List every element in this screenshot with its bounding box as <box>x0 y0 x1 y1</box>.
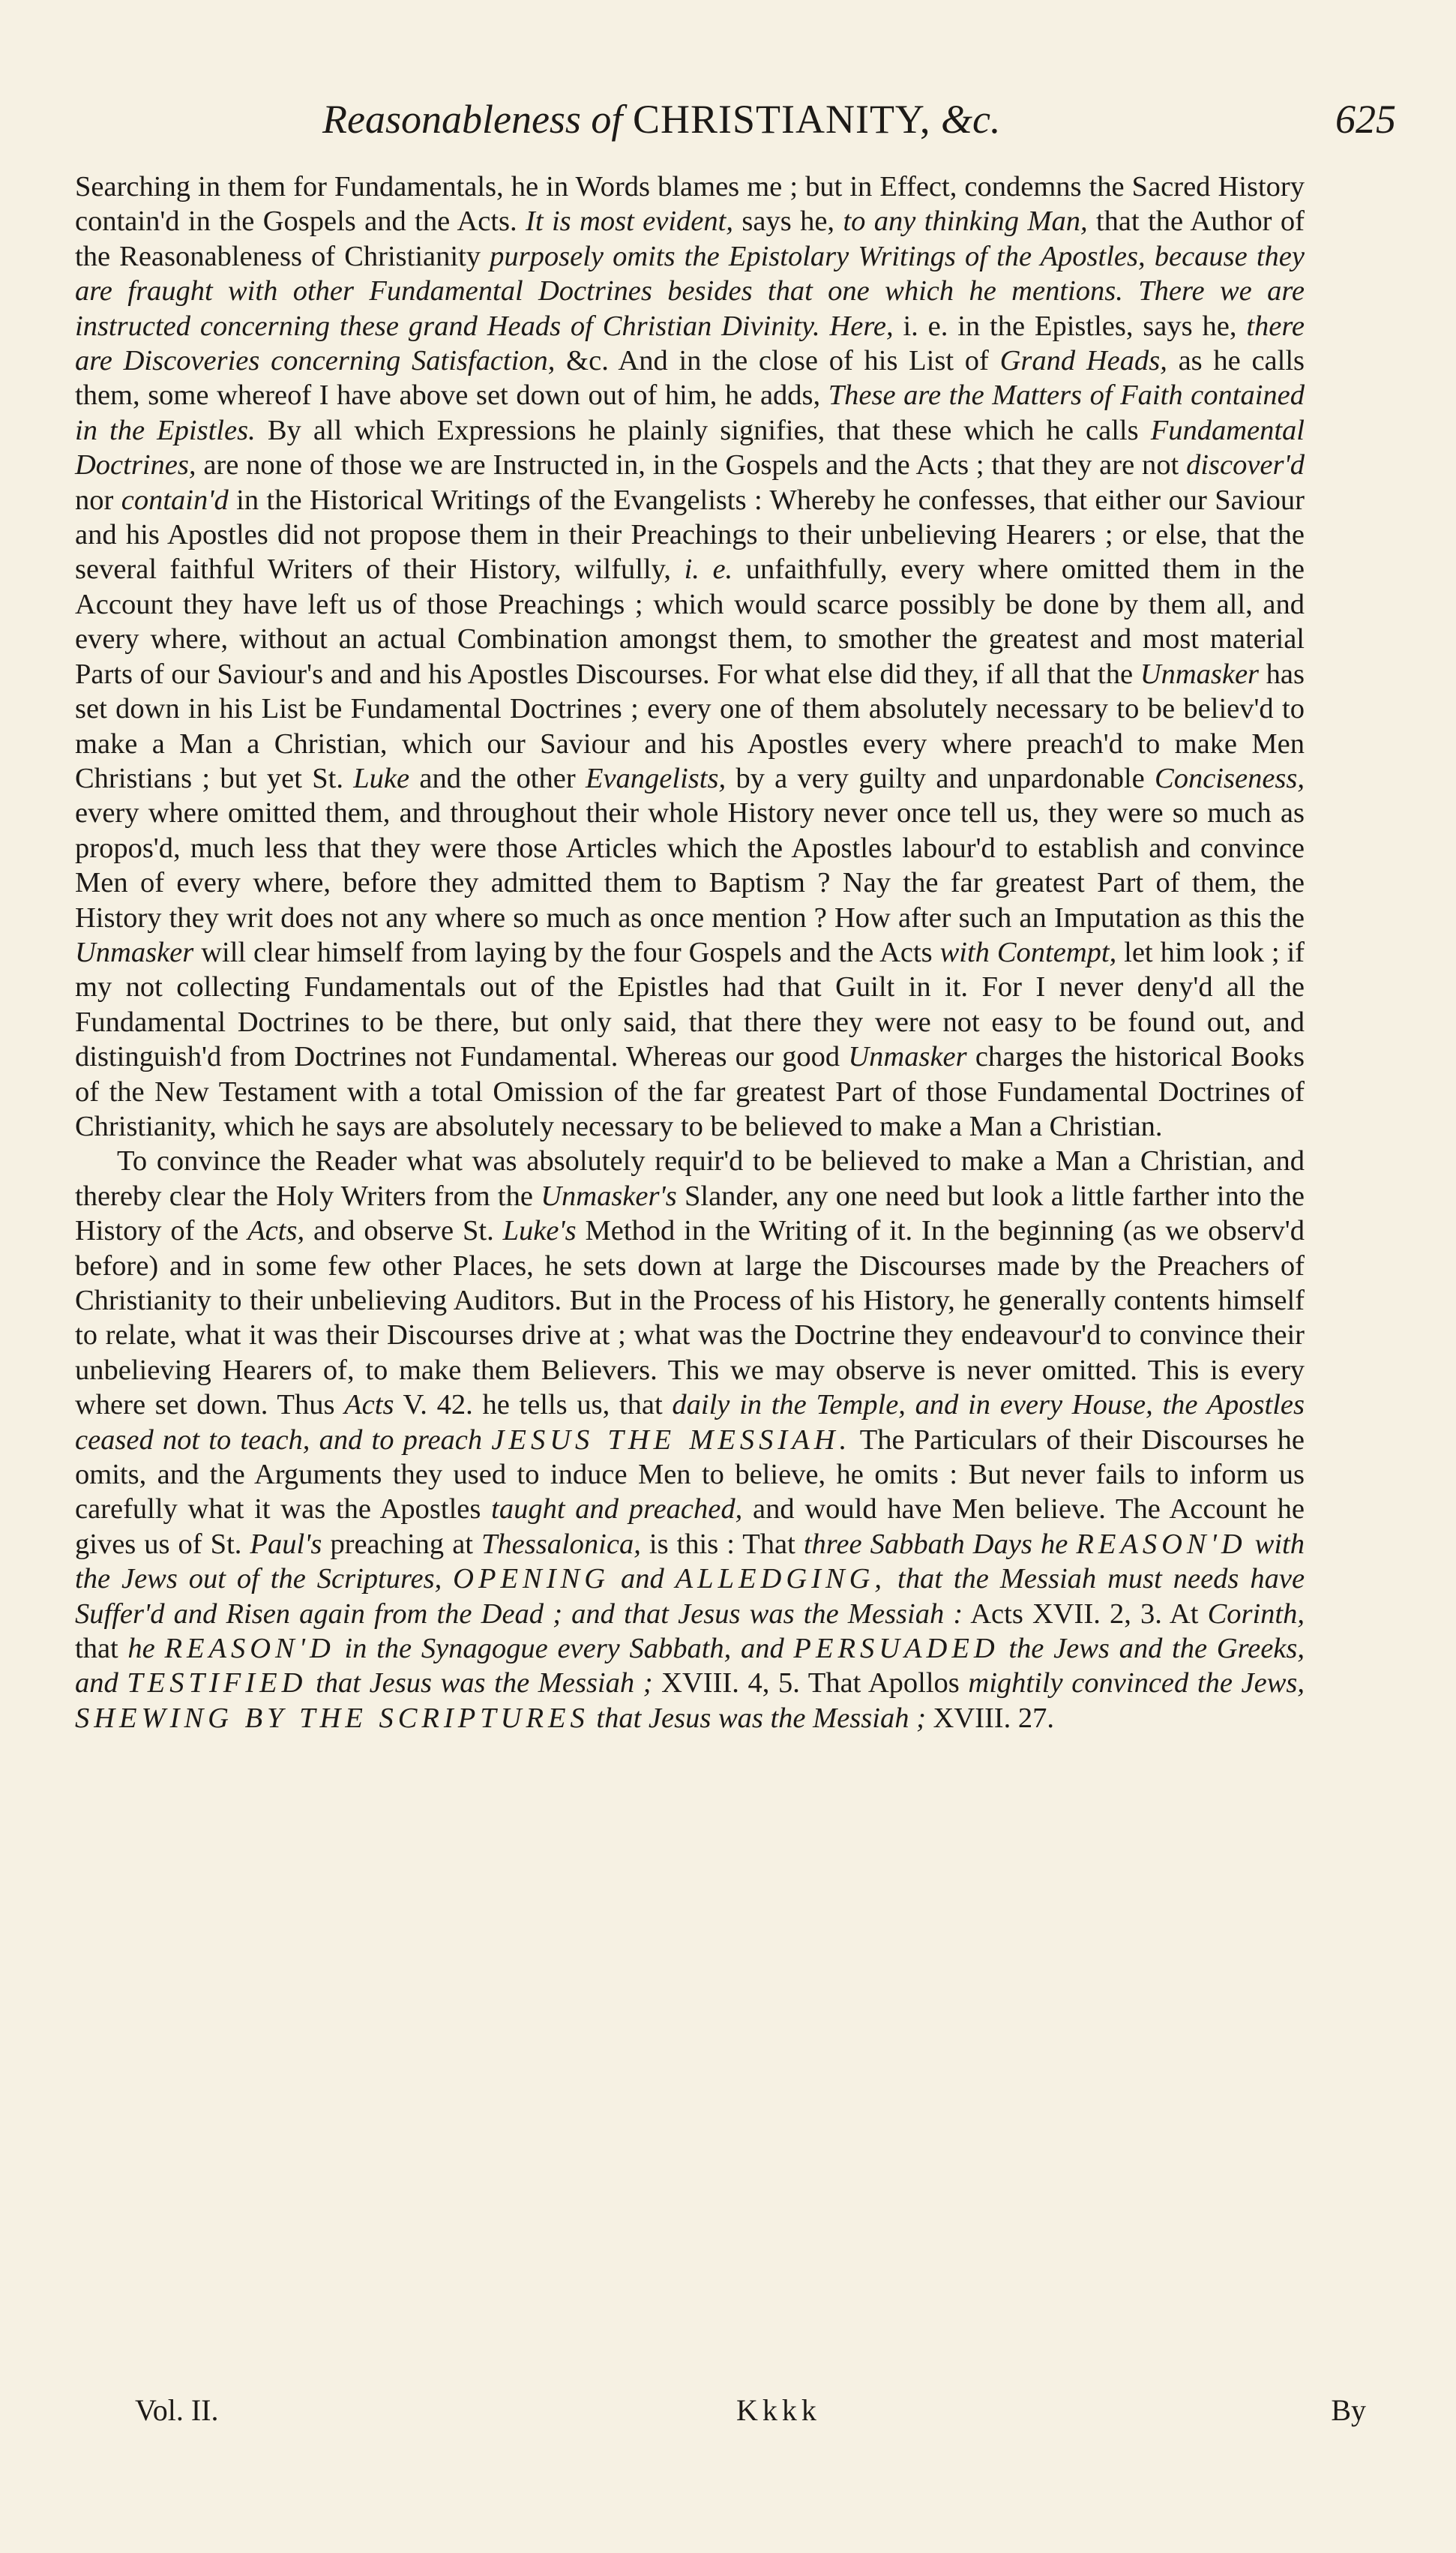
text-run: Acts <box>344 1389 394 1421</box>
page-number: 625 <box>1335 97 1396 142</box>
text-run: daily in the Temple, and in every House, the Apostles ceased not to teach, and to preach <box>75 1389 1305 1456</box>
text-run: Luke's <box>502 1215 577 1247</box>
text-run: with the Jews out of the Scriptures, <box>75 1528 1305 1595</box>
text-run: Method in the Writing of it. In the beginning (as we observ'd before) and in some few other Places, he sets down at large the Discourses made by the Preachers of Christianity to their unbelieving Auditors. But in the Process of his History, he generally contents himself to relate, what it was their Discourses drive at ; what was the Doctrine they endeavour'd to convince their unbelieving Hearers of, to make them Believers. This we may observe is never omitted. This is every where set down. Thus <box>75 1215 1305 1421</box>
text-run: taught and preached, <box>491 1493 743 1526</box>
text-run: Unmasker's <box>541 1180 677 1212</box>
running-title-italic: Reasonableness of <box>322 97 623 142</box>
text-run: V. 42. he tells us, that <box>394 1389 673 1421</box>
text-run: that the Messiah must needs have Suffer'd and Risen again from the Dead ; and that Jesus was the Messiah : <box>75 1563 1305 1630</box>
text-run: that Jesus was the Messiah ; <box>596 1702 926 1734</box>
text-run: and <box>620 1563 664 1595</box>
text-run: Slander, any one need but look a little farther into the History of the <box>75 1180 1305 1247</box>
text-run: unfaithfully, every where omitted them in the Account they have left us of those Preachings ; which would scarce possibly be done by them all, and every where, without an actual Combination amongst them, to smother the greatest and most material Parts of our Saviour's and and his Apostles Discourses. For what else did they, if all that the <box>75 554 1305 690</box>
running-head <box>75 96 1396 156</box>
page-footer <box>135 2392 1366 2438</box>
text-run: contain'd <box>121 484 229 516</box>
running-title <box>322 96 1000 142</box>
text-run: purposely omits the Epistolary Writings of the Apostles, because they are fraught with other Fundamental Doctrines besides that one which he mentions. There we are instructed concerning these grand Heads of Christian Divinity. Here, <box>75 240 1305 342</box>
text-run: ALLEDGING, <box>675 1563 887 1595</box>
paragraph-2 <box>75 1144 1305 1736</box>
text-run: preaching at <box>322 1528 482 1560</box>
text-run: i. e. in the Epistles, says he, <box>893 310 1247 342</box>
text-run: and observe St. <box>304 1215 503 1247</box>
text-run: Acts XVII. 2, 3. At <box>963 1598 1208 1630</box>
running-title-etc: &c. <box>940 97 1001 142</box>
text-run: It is most evident, <box>526 206 733 238</box>
text-run: Searching in them for Fundamentals, he in Words blames me ; but in Effect, condemns the Sacred History contain'd in the Gospels and the Acts. <box>75 171 1305 238</box>
text-run: XVIII. 4, 5. That Apollos <box>652 1667 969 1700</box>
text-run: says he, <box>732 206 843 238</box>
text-run: SHEWING BY THE SCRIPTURES <box>75 1702 589 1734</box>
volume-label: Vol. II. <box>135 2393 219 2427</box>
text-run: that the Author of the Reasonableness of Christianity <box>75 206 1305 272</box>
catchword: By <box>1331 2393 1366 2427</box>
text-run: and the other <box>409 762 586 794</box>
text-run: that Jesus was the Messiah ; <box>316 1667 653 1700</box>
text-run: discover'd <box>1186 449 1305 482</box>
text-run: Corinth, <box>1207 1598 1305 1630</box>
text-run: TESTIFIED <box>127 1667 307 1700</box>
text-run: mightily convinced the Jews, <box>968 1667 1305 1700</box>
text-run: Conciseness, <box>1155 762 1305 794</box>
text-run: that <box>75 1633 128 1665</box>
text-run: JESUS THE MESSIAH. <box>491 1424 852 1456</box>
running-title-caps: CHRISTIANITY, <box>632 97 931 142</box>
text-run: Unmasker <box>75 936 194 968</box>
text-run: Grand Heads, <box>999 345 1167 377</box>
text-run: by a very guilty and unpardonable <box>726 762 1155 794</box>
text-run: in the Synagogue every Sabbath, and <box>344 1633 784 1665</box>
signature-mark: Kkkk <box>736 2393 821 2427</box>
text-run: Acts, <box>247 1215 305 1247</box>
paragraph-1 <box>75 170 1305 1144</box>
text-run: PERSUADED <box>793 1633 999 1665</box>
body-text <box>75 170 1305 1736</box>
text-run: charges the historical Books of the New Testament with a total Omission of the far greatest Part of those Fundamental Doctrines of Christianity, which he says are absolutely necessary to be believed to make a Man a Christian. <box>75 1041 1305 1142</box>
text-run: the Jews and the Greeks, and <box>75 1633 1305 1700</box>
text-run: to any thinking Man, <box>843 206 1088 238</box>
text-run: as he calls them, some whereof I have above set down out of him, he adds, <box>75 345 1305 412</box>
text-run: has set down in his List be Fundamental Doctrines ; every one of them absolutely necessary to be believ'd to make a Man a Christian, which our Saviour and his Apostles every where preach'd to make Men Christians ; but yet St. <box>75 658 1305 794</box>
text-run: with Contempt, <box>939 936 1117 968</box>
text-run: Fundamental Doctrines, <box>75 414 1305 482</box>
text-run: REASON'D <box>164 1633 335 1665</box>
text-run: To convince the Reader what was absolutely requir'd to be believed to make a Man a Christian, and thereby clear the Holy Writers from the <box>75 1145 1305 1212</box>
text-run: Evangelists, <box>585 762 727 794</box>
text-run: Paul's <box>250 1528 322 1560</box>
text-run: and would have Men believe. The Account he gives us of St. <box>75 1493 1305 1560</box>
text-run: The Particulars of their Discourses he omits, and the Arguments they used to induce Men to believe, he omits : But never fails to inform us carefully what it was the Apostles <box>75 1424 1305 1526</box>
text-run: three Sabbath Days he <box>803 1528 1068 1560</box>
text-run: By all which Expressions he plainly signifies, that these which he calls <box>255 414 1151 446</box>
text-run: Thessalonica, <box>481 1528 641 1560</box>
text-run: &c. And in the close of his List of <box>555 345 1000 377</box>
text-run: i. e. <box>684 554 733 586</box>
text-run: These are the Matters of Faith contained in the Epistles. <box>75 380 1305 446</box>
text-run: he <box>127 1633 155 1665</box>
text-run: will clear himself from laying by the four Gospels and the Acts <box>193 936 940 968</box>
text-run: there are Discoveries concerning Satisfaction, <box>75 310 1305 377</box>
text-run: is this : That <box>640 1528 804 1560</box>
text-run: XVIII. 27. <box>925 1702 1054 1734</box>
text-run: every where omitted them, and throughout their whole History never once tell us, they were so much as propos'd, much less that they were those Articles which the Apostles labour'd to establish and convince Men of every where, before they admitted them to Baptism ? Nay the far greatest Part of them, the History they writ does not any where so much as once mention ? How after such an Imputation as this the <box>75 797 1305 934</box>
text-run: Unmasker <box>1140 658 1260 690</box>
text-run: nor <box>75 484 121 516</box>
text-run: let him look ; if my not collecting Fundamentals out of the Epistles had that Guilt in it. For I never deny'd all the Fundamental Doctrines to be there, but only said, that there they were not easy to be found out, and distinguish'd from Doctrines not Fundamental. Whereas our good <box>75 936 1305 1073</box>
text-run: Unmasker <box>848 1041 967 1073</box>
text-run: REASON'D <box>1076 1528 1247 1560</box>
text-run: are none of those we are Instructed in, in the Gospels and the Acts ; that they are not <box>196 449 1187 482</box>
text-run: in the Historical Writings of the Evangelists : Whereby he confesses, that either our Saviour and his Apostles did not propose them in their Preachings to their unbelieving Hearers ; or else, that the several faithful Writers of their History, wilfully, <box>75 484 1305 586</box>
text-run: OPENING <box>453 1563 610 1595</box>
text-run: Luke <box>353 762 410 794</box>
